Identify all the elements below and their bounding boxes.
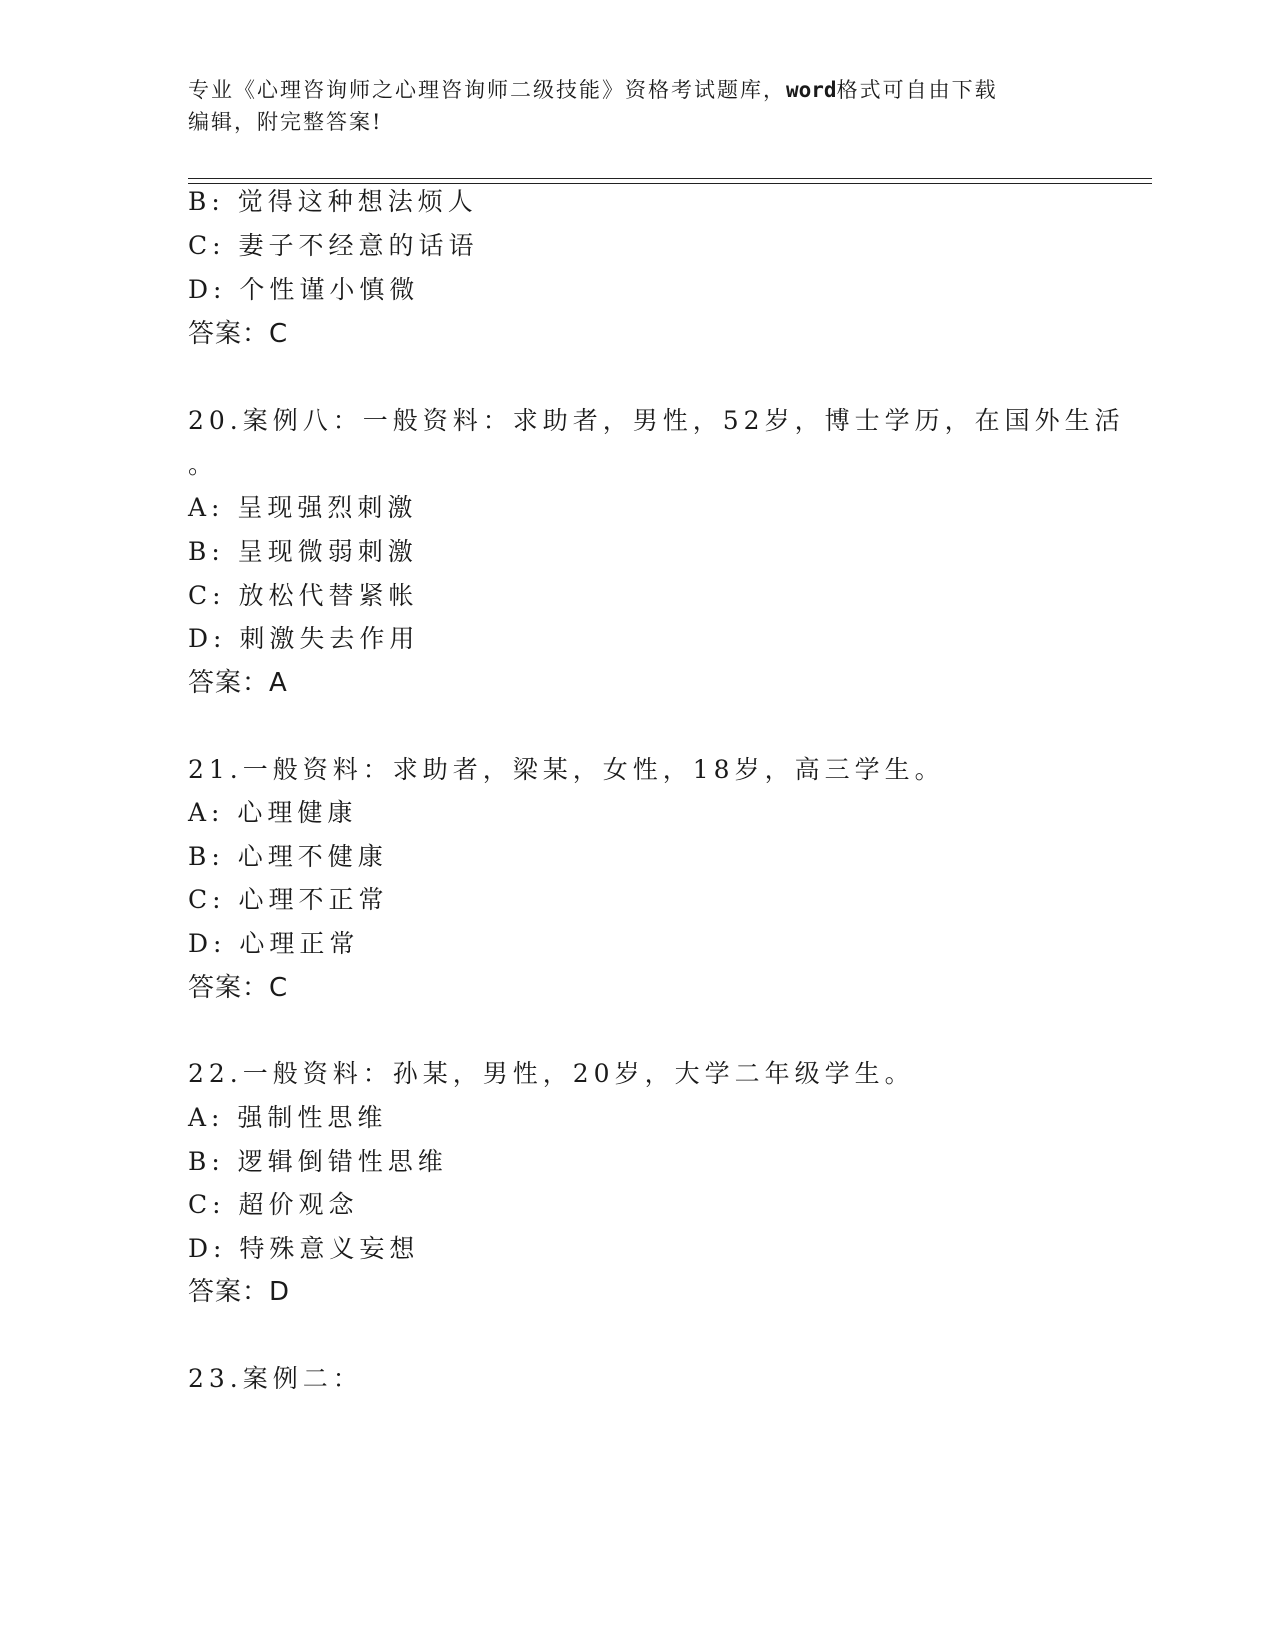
document-header [188,74,1088,138]
q21-answer: 答案：C [188,973,289,1003]
prev-answer: 答案：C [188,319,289,349]
q22-stem: 22.一般资料：孙某，男性，20岁，大学二年级学生。 [188,1059,915,1088]
prev-option-d: D: 个性谨小慎微 [188,275,420,304]
header-rule-bottom [188,183,1152,184]
q22-option-b: B: 逻辑倒错性思维 [188,1147,448,1176]
q21-stem: 21.一般资料：求助者，梁某，女性，18岁，高三学生。 [188,755,945,784]
q20-option-a: A: 呈现强烈刺激 [188,493,418,522]
header-text-post: 格式可自由下载 [836,78,998,102]
q20-option-b: B: 呈现微弱刺激 [188,537,418,566]
header-word-format: word [786,78,837,102]
q20-option-c: C: 放松代替紧帐 [188,581,419,610]
q20-option-d: D: 刺激失去作用 [188,624,420,653]
q20-stem: 20.案例八：一般资料：求助者，男性，52岁，博士学历，在国外生活 [188,406,1125,435]
header-text-pre: 专业《心理咨询师之心理咨询师二级技能》资格考试题库， [188,78,786,102]
q20-answer: 答案：A [188,668,288,698]
header-rule-top [188,178,1152,179]
q22-answer: 答案：D [188,1277,291,1307]
q21-option-c: C: 心理不正常 [188,885,389,914]
q22-option-c: C: 超价观念 [188,1190,359,1219]
q22-option-a: A: 强制性思维 [188,1103,388,1132]
q23-stem: 23.案例二： [188,1364,363,1393]
prev-option-b: B: 觉得这种想法烦人 [188,187,478,216]
q21-option-b: B: 心理不健康 [188,842,388,871]
header-line-1 [188,74,1088,106]
q21-option-a: A: 心理健康 [188,798,358,827]
q22-option-d: D: 特殊意义妄想 [188,1234,420,1263]
q21-option-d: D: 心理正常 [188,929,360,958]
q20-stem-continued: 。 [188,450,219,479]
prev-option-c: C: 妻子不经意的话语 [188,231,479,260]
header-line-2: 编辑，附完整答案! [188,110,383,134]
